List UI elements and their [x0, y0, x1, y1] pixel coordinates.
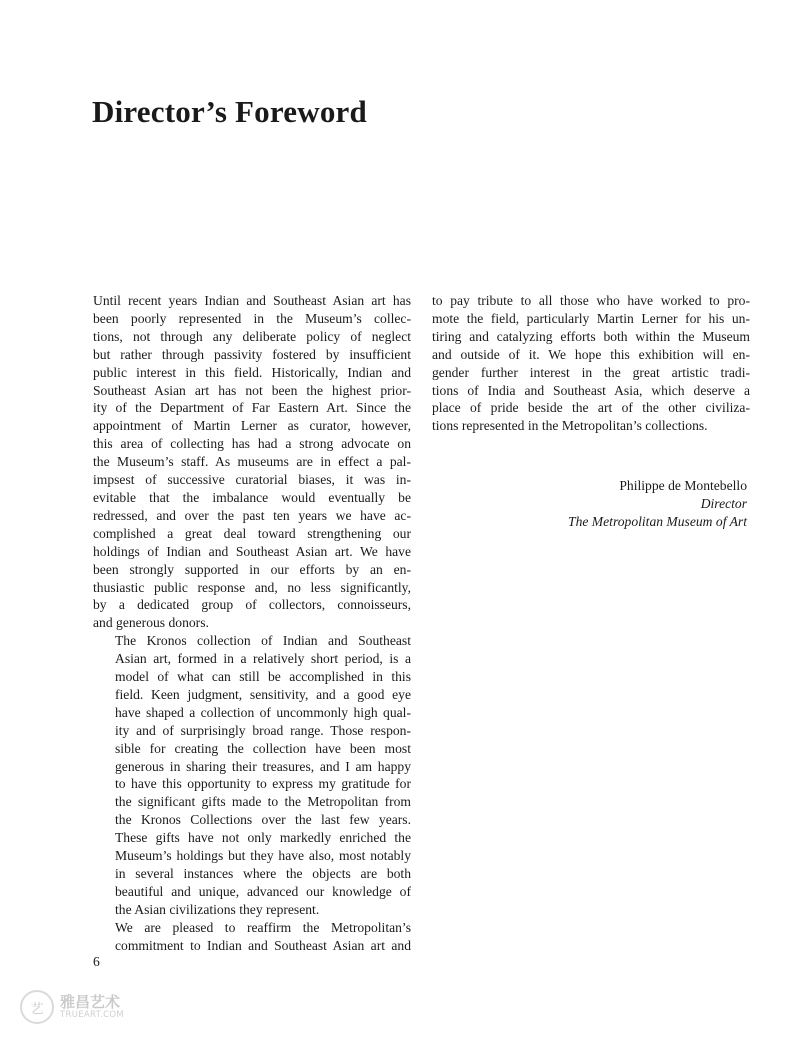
- text-line: tions represented in the Metropolitan’s collections.: [432, 418, 708, 434]
- signature-block: [568, 477, 747, 531]
- text-line: Asian art, formed in a relatively short period, is a: [115, 651, 411, 667]
- signatory-role: Director: [700, 495, 747, 511]
- text-line: The Kronos collection of Indian and Southeast: [115, 633, 411, 649]
- text-line: place of pride beside the art of the other civiliza-: [432, 400, 750, 416]
- text-line: sible for creating the collection have been most: [115, 740, 411, 756]
- text-line: field. Keen judgment, sensitivity, and a good eye: [115, 686, 411, 702]
- text-line: and generous donors.: [93, 615, 209, 631]
- watermark-name: 雅昌艺术: [60, 993, 121, 1012]
- text-line: the significant gifts made to the Metropolitan from: [115, 794, 411, 810]
- text-line: ity of the Department of Far Eastern Art. Since the: [93, 400, 411, 416]
- text-line: tiring and catalyzing efforts both within the Museum: [432, 328, 750, 344]
- text-line: by a dedicated group of collectors, connoisseurs,: [93, 597, 411, 613]
- page-title: Director’s Foreword: [92, 94, 367, 129]
- text-line: holdings of Indian and Southeast Asian art. We have: [93, 543, 411, 559]
- art-logo-icon: 艺: [20, 990, 54, 1024]
- text-line: complished a great deal toward strengthening our: [93, 525, 411, 541]
- text-line: and outside of it. We hope this exhibition will en-: [432, 346, 750, 362]
- text-line: ity and of surprisingly broad range. Those respon-: [115, 722, 411, 738]
- watermark-url: TRUEART.COM: [60, 1009, 124, 1020]
- text-line: the Kronos Collections over the last few years.: [115, 812, 411, 828]
- text-line: Southeast Asian art has not been the highest prior-: [93, 382, 411, 398]
- text-line: generous in sharing their treasures, and I am happy: [115, 758, 411, 774]
- signatory-name: Philippe de Montebello: [619, 478, 747, 493]
- paragraph-1: [93, 292, 411, 632]
- text-line: the Museum’s staff. As museums are in effect a pal-: [93, 454, 411, 470]
- paragraph-2: [93, 632, 411, 919]
- text-line: impsest of successive curatorial biases, it was in-: [93, 472, 411, 488]
- text-line: mote the field, particularly Martin Lerner for his un-: [432, 310, 750, 326]
- text-line: the Asian civilizations they represent.: [115, 901, 320, 917]
- text-line: Until recent years Indian and Southeast Asian art has: [93, 293, 411, 308]
- text-line: redressed, and over the past ten years we have ac-: [93, 507, 411, 523]
- left-column: [93, 292, 411, 955]
- text-line: Museum’s holdings but they have also, most notably: [115, 848, 411, 864]
- watermark: [20, 990, 124, 1024]
- text-line: been poorly represented in the Museum’s collec-: [93, 310, 411, 326]
- text-line: beautiful and unique, advanced our knowledge of: [115, 883, 411, 899]
- text-line: model of what can still be accomplished in this: [115, 669, 411, 685]
- text-line: but rather through passivity fostered by insufficient: [93, 346, 411, 362]
- paragraph-3: [93, 919, 411, 955]
- paragraph-4: [432, 292, 750, 435]
- text-line: commitment to Indian and Southeast Asian art and: [115, 937, 411, 953]
- text-line: public interest in this field. Historically, Indian and: [93, 364, 411, 380]
- text-line: to pay tribute to all those who have worked to pro-: [432, 293, 750, 308]
- text-line: been strongly supported in our efforts by an en-: [93, 561, 411, 577]
- text-line: appointment of Martin Lerner as curator, however,: [93, 418, 411, 434]
- text-line: We are pleased to reaffirm the Metropolitan’s: [115, 919, 411, 935]
- text-line: this area of collecting has had a strong advocate on: [93, 436, 411, 452]
- text-line: have shaped a collection of uncommonly high qual-: [115, 704, 411, 720]
- text-line: tions of India and Southeast Asia, which deserve a: [432, 382, 750, 398]
- right-column: [432, 292, 750, 435]
- text-line: evitable that the imbalance would eventually be: [93, 489, 411, 505]
- text-line: These gifts have not only markedly enriched the: [115, 830, 411, 846]
- page-number: 6: [93, 954, 100, 969]
- text-line: in several instances where the objects are both: [115, 866, 411, 881]
- signatory-institution: The Metropolitan Museum of Art: [568, 513, 747, 529]
- text-line: thusiastic public response and, no less significantly,: [93, 579, 411, 595]
- text-line: to have this opportunity to express my gratitude for: [115, 776, 411, 792]
- text-line: gender further interest in the great artistic tradi-: [432, 364, 750, 380]
- text-line: tions, not through any deliberate policy of neglect: [93, 328, 411, 344]
